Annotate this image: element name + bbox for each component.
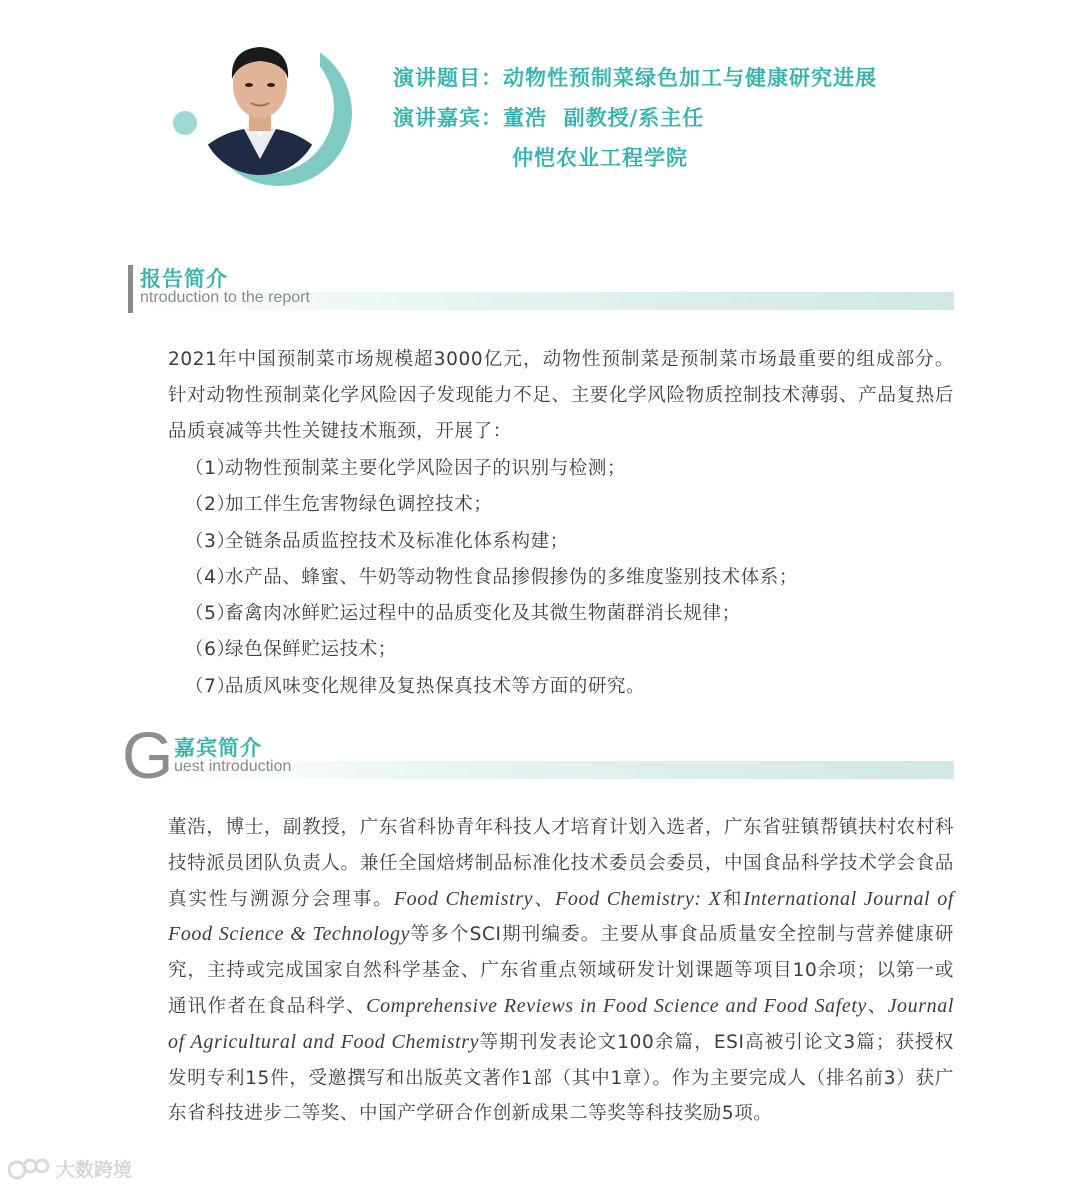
guest-heading-en: uest introduction — [174, 758, 292, 775]
talk-info — [393, 58, 877, 178]
talk-title-row — [393, 58, 877, 98]
list-item-text: 加工伴生危害物绿色调控技术； — [225, 494, 493, 516]
list-item-text: 水产品、蜂蜜、牛奶等动物性食品掺假掺伪的多维度鉴别技术体系； — [225, 566, 799, 588]
list-item-text: 畜禽肉冰鲜贮运过程中的品质变化及其微生物菌群消长规律； — [225, 603, 741, 625]
list-item-text: 全链条品质监控技术及标准化体系构建； — [225, 530, 569, 552]
journal-name: Comprehensive Reviews in Food Science and Food Safety — [366, 994, 868, 1017]
report-item-list — [185, 451, 798, 705]
list-item — [185, 560, 798, 596]
list-item-number: （3） — [185, 530, 236, 552]
list-item — [185, 632, 798, 668]
talk-speaker-row — [393, 98, 877, 138]
journal-name: Food Chemistry — [393, 887, 534, 910]
guest-bio-text — [128, 810, 954, 1132]
list-item — [185, 669, 798, 705]
talk-institution: 仲恺农业工程学院 — [512, 146, 688, 170]
list-item — [185, 451, 798, 487]
list-item — [185, 487, 798, 523]
bio-separator: 和 — [721, 888, 744, 910]
watermark-text: 大数跨境 — [56, 1159, 133, 1181]
talk-speaker: 董浩 副教授/系主任 — [503, 106, 705, 130]
bio-separator: 、 — [533, 888, 556, 910]
watermark — [8, 1155, 132, 1182]
list-item-number: （5） — [185, 603, 236, 625]
bio-part: 等期刊发表论文100余篇，ESI高被引论文3篇；获授权发明专利15件，受邀撰写和出版英文著作1部（其中1章）。作为主要完成人（排名前3）获广东省科技进步二等奖、中国产学研合作创新成果二等奖等科技奖励5项。 — [168, 1031, 954, 1125]
guest-heading-letter: G — [122, 718, 174, 792]
list-item-text: 品质风味变化规律及复热保真技术等方面的研究。 — [225, 675, 646, 697]
watermark-logo-icon — [8, 1156, 52, 1182]
talk-title: 动物性预制菜绿色加工与健康研究进展 — [503, 66, 877, 90]
list-item-text: 动物性预制菜主要化学风险因子的识别与检测； — [225, 458, 627, 479]
report-heading-en: ntroduction to the report — [140, 289, 310, 306]
bio-separator: 、 — [867, 995, 888, 1017]
list-item-number: （2） — [185, 494, 236, 516]
guest-heading-cn: 嘉宾简介 — [174, 736, 262, 760]
list-item-number: （1） — [185, 458, 236, 479]
bio-part: 等多个SCI期刊编委。主要从事食品质量安全控制与营养健康研究，主持或完成国家自然科学基金、广东省重点领域研发计划课题等项目10余项；以第一或通讯作者在食品科学、 — [168, 924, 954, 1017]
report-heading-cn: 报告简介 — [140, 267, 228, 291]
journal-name: Journal of Agricultural and Food Chemistry — [168, 994, 954, 1053]
report-intro — [128, 342, 954, 449]
journal-name: Food Chemistry: X — [555, 887, 722, 910]
decorative-dot — [173, 111, 197, 135]
report-section-header — [128, 265, 954, 315]
guest-section-header — [122, 718, 954, 792]
talk-speaker-label: 演讲嘉宾： — [393, 106, 503, 130]
list-item-text: 绿色保鲜贮运技术； — [225, 639, 397, 661]
speaker-portrait — [200, 33, 320, 175]
talk-title-label: 演讲题目： — [393, 66, 503, 90]
list-item-number: （4） — [185, 566, 236, 588]
guest-bio — [128, 810, 954, 1132]
list-item-number: （7） — [185, 675, 236, 697]
list-item — [185, 524, 798, 560]
section-bar — [128, 265, 133, 313]
journal-name: International Journal of Food Science & Technology — [168, 887, 954, 946]
list-item-number: （6） — [185, 639, 236, 661]
bio-part: 董浩，博士，副教授，广东省科协青年科技人才培育计划入选者，广东省驻镇帮镇扶村农村科技特派员团队负责人。兼任全国焙烤制品标准化技术委员会委员，中国食品科学技术学会食品真实性与溯源分会理事。 — [168, 817, 954, 910]
report-intro-text: 2021年中国预制菜市场规模超3000亿元，动物性预制菜是预制菜市场最重要的组成部分。针对动物性预制菜化学风险因子发现能力不足、主要化学风险物质控制技术薄弱、产品复热后品质衰减等共性关键技术瓶颈，开展了： — [168, 349, 954, 442]
list-item — [185, 596, 798, 632]
